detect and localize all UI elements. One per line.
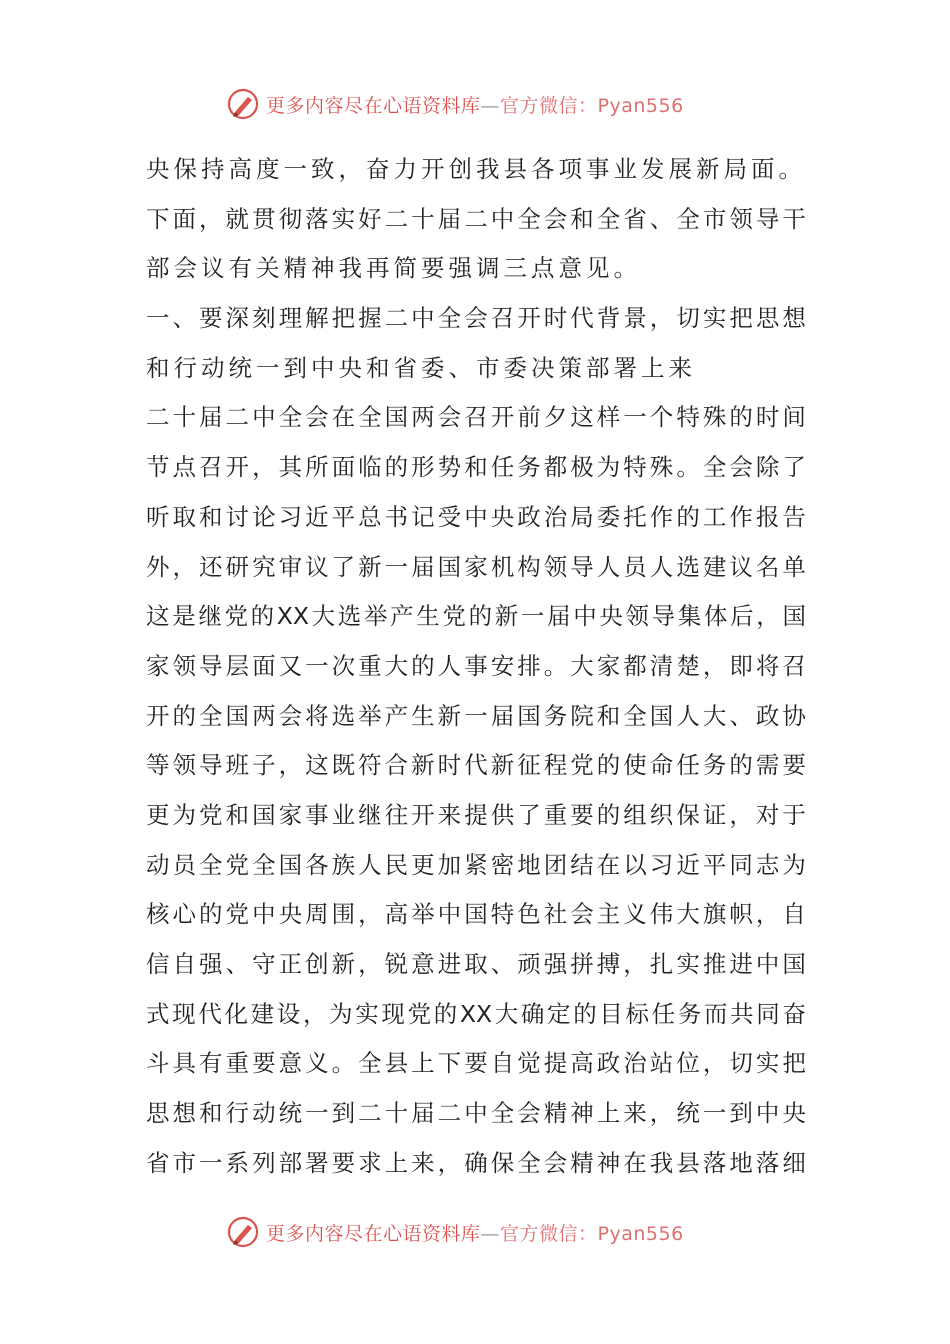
text-line: 一 、 要 深 刻 理 解 把 握 二 中 全 会 召 开 时 代 背 景 ， 切 实 把 思 想 — [146, 304, 806, 333]
watermark-dash: — — [480, 1222, 501, 1245]
text-line: 这 是 继 党 的 XX 大 选 举 产 生 党 的 新 一 届 中 央 领 导 集 体 后 ， 国 — [146, 602, 806, 631]
text-line: 和行动统一到中央和省委、市委决策部署上来 — [146, 353, 696, 382]
text-line: 更 为 党 和 国 家 事 业 继 往 开 来 提 供 了 重 要 的 组 织 保 证 ， 对 于 — [146, 800, 806, 829]
pen-logo-icon — [226, 87, 260, 121]
text-line: 家 领 导 层 面 又 一 次 重 大 的 人 事 安 排 。 大 家 都 清 楚 ， 即 将 召 — [146, 651, 806, 680]
text-line: 信 自 强 、 守 正 创 新 ， 锐 意 进 取 、 顽 强 拼 搏 ， 扎 实 推 进 中 国 — [146, 950, 806, 978]
watermark-text — [266, 1219, 684, 1246]
text-line: 核 心 的 党 中 央 周 围 ， 高 举 中 国 特 色 社 会 主 义 伟 大 旗 帜 ， 自 — [146, 900, 806, 929]
text-line: 动 员 全 党 全 国 各 族 人 民 更 加 紧 密 地 团 结 在 以 习 近 平 同 志 为 — [146, 850, 806, 879]
text-line: 等 领 导 班 子 ， 这 既 符 合 新 时 代 新 征 程 党 的 使 命 任 务 的 需 要 — [146, 751, 806, 780]
watermark-contact: 官方微信：Pyan556 — [500, 94, 684, 117]
text-line: 部会议有关精神我再简要强调三点意见。 — [146, 254, 641, 283]
header-watermark — [226, 86, 746, 122]
text-line: 式 现 代 化 建 设 ， 为 实 现 党 的 XX 大 确 定 的 目 标 任 务 而 共 同 奋 — [146, 999, 806, 1028]
text-line: 听 取 和 讨 论 习 近 平 总 书 记 受 中 央 政 治 局 委 托 作 的 工 作 报 告 — [146, 502, 806, 531]
text-line: 开 的 全 国 两 会 将 选 举 产 生 新 一 届 国 务 院 和 全 国 人 大 、 政 协 — [146, 701, 806, 730]
watermark-brand: 更多内容尽在心语资料库 — [266, 94, 481, 117]
text-line: 下 面 ， 就 贯 彻 落 实 好 二 十 届 二 中 全 会 和 全 省 、 全 市 领 导 干 — [146, 204, 806, 233]
text-line: 省 市 一 系 列 部 署 要 求 上 来 ， 确 保 全 会 精 神 在 我 县 落 地 落 细 — [146, 1148, 806, 1177]
watermark-brand: 更多内容尽在心语资料库 — [266, 1222, 481, 1245]
watermark-dash: — — [480, 94, 501, 117]
text-line: 节 点 召 开 ， 其 所 面 临 的 形 势 和 任 务 都 极 为 特 殊 。 全 会 除 了 — [146, 453, 806, 482]
watermark-text — [266, 91, 684, 118]
text-line: 思 想 和 行 动 统 一 到 二 十 届 二 中 全 会 精 神 上 来 ， 统 一 到 中 央 — [146, 1099, 806, 1128]
document-body — [146, 145, 806, 1188]
text-line: 二 十 届 二 中 全 会 在 全 国 两 会 召 开 前 夕 这 样 一 个 特 殊 的 时 间 — [146, 403, 806, 432]
text-line: 斗 具 有 重 要 意 义 。 全 县 上 下 要 自 觉 提 高 政 治 站 位 ， 切 实 把 — [146, 1049, 806, 1078]
text-line: 央保持高度一致，奋力开创我县各项事业发展新局面。 — [146, 155, 806, 183]
pen-logo-icon — [226, 1215, 260, 1249]
footer-watermark — [226, 1214, 746, 1250]
text-line: 外 ， 还 研 究 审 议 了 新 一 届 国 家 机 构 领 导 人 员 人 选 建 议 名 单 — [146, 552, 806, 581]
watermark-contact: 官方微信：Pyan556 — [500, 1222, 684, 1245]
